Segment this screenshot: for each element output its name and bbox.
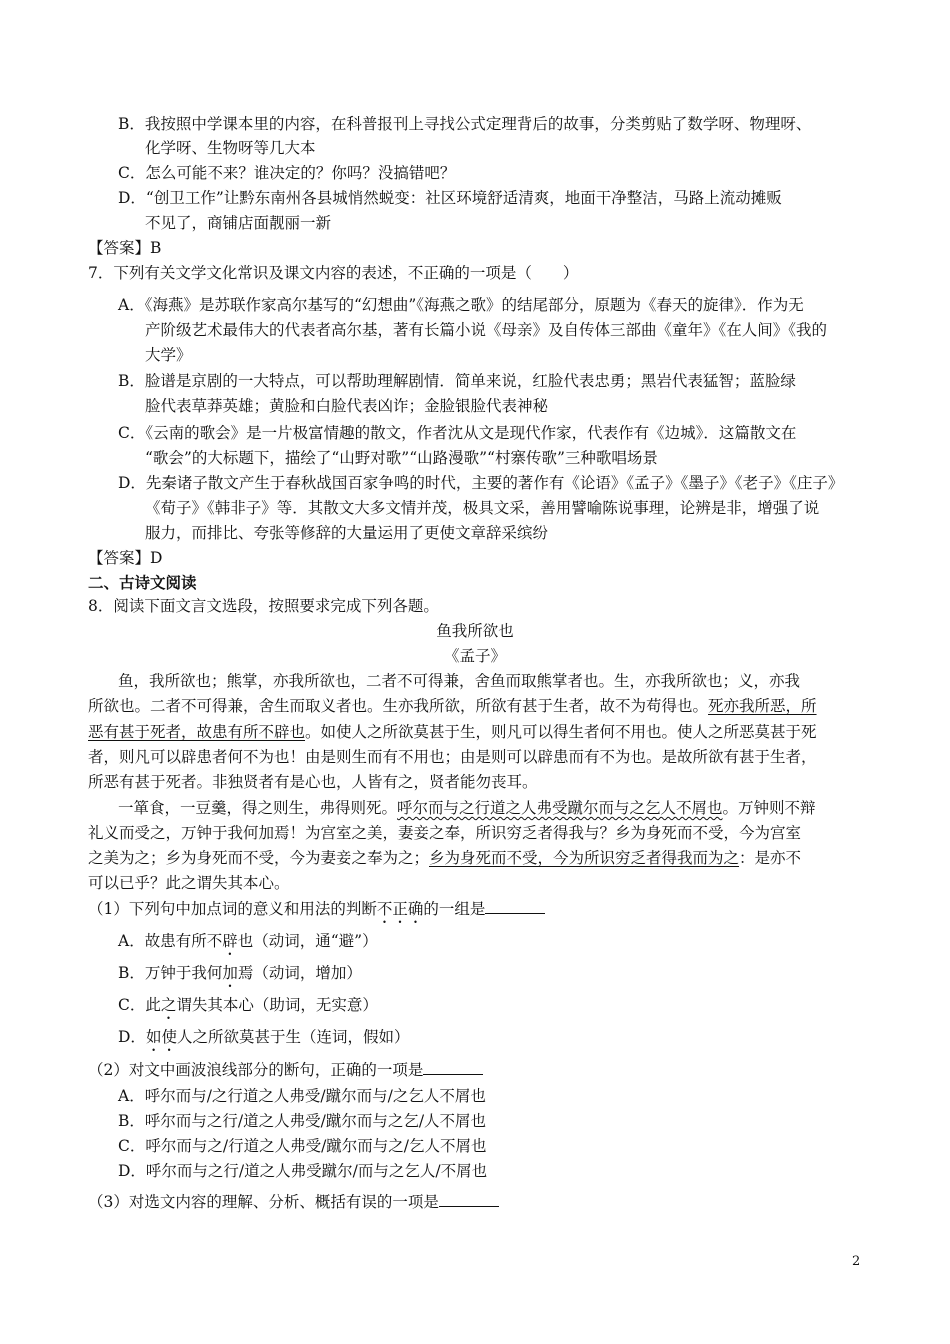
dotted-word: 辟 [222,932,238,950]
q8-stem: 8．阅读下面文言文选段，按照要求完成下列各题。 [88,597,439,615]
option-text: 人之所欲莫甚于生（连词，假如） [176,1028,410,1046]
q7-option-a-line1: A．《海燕》是苏联作家高尔基写的“幻想曲”《海燕之歌》的结尾部分，原题为《春天的旋律》．作为无 [118,296,804,314]
sub2-option-d: D．呼尔而与之行/道之人弗受蹴尔/而与之乞人/不屑也 [118,1162,488,1180]
q7-option-d-line1: D．先秦诸子散文产生于春秋战国百家争鸣的时代，主要的著作有《论语》《孟子》《墨子》《老子》《庄子》 [118,474,844,492]
wavy-underlined-sentence: 呼尔而与之行道之人弗受蹴尔而与之乞人不屑也 [397,799,723,817]
option-text: 也（动词，通“避”） [237,932,378,950]
q6-option-b-line1: B．我按照中学课本里的内容，在科普报刊上寻找公式定理背后的故事，分类剪贴了数学呀、物理呀、 [118,115,812,133]
q7-option-c-line2: “歌会”的大标题下，描绘了“山野对歌”“山路漫歌”“村寨传歌”三种歌唱场景 [145,449,658,467]
passage-text: 之美为之；乡为身死而不受，今为妻妾之奉为之； [88,849,430,867]
passage-p1-line1: 鱼，我所欲也；熊掌，亦我所欲也，二者不可得兼，舍鱼而取熊掌者也。生，亦我所欲也；义，亦我 [118,672,801,690]
option-text: B．万钟于我何 [118,964,223,982]
q7-option-c-line1: C．《云南的歌会》是一片极富情趣的散文，作者沈从文是现代作家，代表作有《边城》．这篇散文在 [118,424,797,442]
sub2-option-c: C．呼尔而与之/行道之人弗受/蹴尔而与之/乞人不屑也 [118,1137,487,1155]
sub1-stem-text: （1）下列句中加点词的意义和用法的判断 [88,900,377,918]
sub1-option-c [118,993,378,1023]
passage-text: 所欲也。二者不可得兼，舍生而取义者也。生亦我所欲，所欲有甚于生者，故不为苟得也。 [88,697,709,715]
underlined-sentence: 恶有甚于死者，故患有所不辟也 [88,723,306,741]
passage-p1-line3 [88,720,817,745]
sub1-stem [88,897,545,927]
underlined-sentence: 死亦我所恶，所 [708,697,817,715]
sub1-stem-text: 的一组是 [423,900,486,918]
q7-option-d-line3: 服力，而排比、夸张等修辞的大量运用了更使文章辞采缤纷 [145,524,549,542]
sub1-option-a [118,929,378,959]
passage-p2-line2: 礼义而受之，万钟于我何加焉！为宫室之美，妻妾之奉，所识穷乏者得我与？乡为身死而不受，今为宫室 [88,824,802,842]
answer-blank[interactable] [485,897,545,914]
q7-option-a-line3: 大学》 [145,346,192,364]
answer-blank[interactable] [423,1058,483,1075]
dotted-word: 加 [222,964,238,982]
sub1-option-b [118,961,362,991]
q6-option-d-line1: D．“创卫工作”让黔东南州各县城悄然蜕变：社区环境舒适清爽，地面干净整洁，马路上流动摊贩 [118,189,782,207]
passage-p1-line5: 所恶有甚于死者。非独贤者有是心也，人皆有之，贤者能勿丧耳。 [88,773,538,791]
dotted-word: 如使 [145,1028,177,1046]
option-text: A．故患有所不 [118,932,223,950]
passage-text: 。如使人之所欲莫甚于生，则凡可以得生者何不用也。使人之所恶莫甚于死 [305,723,817,741]
sub2-option-a: A．呼尔而与/之行道之人弗受/蹴尔而与/之乞人不屑也 [118,1087,486,1105]
sub1-option-d [118,1025,409,1055]
q7-option-b-line1: B．脸谱是京剧的一大特点，可以帮助理解剧情．简单来说，红脸代表忠勇；黑岩代表猛智；蓝脸绿 [118,372,796,390]
q7-answer: 【答案】D [88,549,163,567]
option-text: D． [118,1028,146,1046]
passage-p2-line1 [118,796,816,821]
section-heading: 二、古诗文阅读 [88,573,197,592]
option-text: C．此 [118,996,161,1014]
q7-stem: 7．下列有关文学文化常识及课文内容的表述，不正确的一项是（ ） [88,264,579,282]
q7-option-d-line2: 《荀子》《韩非子》等．其散文大多文情并茂，极具文采，善用譬喻陈说事理，论辨是非，增强了说 [145,499,820,517]
passage-text: ：是亦不 [739,849,802,867]
sub1-emphasis: 不正确 [376,900,424,918]
q7-option-a-line2: 产阶级艺术最伟大的代表者高尔基，著有长篇小说《母亲》及自传体三部曲《童年》《在人间》《我的 [145,321,828,339]
answer-blank[interactable] [439,1190,499,1207]
passage-title: 鱼我所欲也 [436,622,514,640]
passage-p1-line4: 者，则凡可以辟患者何不为也！由是则生而有不用也；由是则可以辟患而有不为也。是故所欲有甚于生者， [88,748,817,766]
dotted-word: 之 [160,996,177,1014]
passage-text: 一箪食，一豆羹，得之则生，弗得则死。 [118,799,398,817]
passage-p1-line2 [88,694,817,719]
option-text: 谓失其本心（助词，无实意） [176,996,378,1014]
underlined-sentence: 乡为身死而不受，今为所识穷乏者得我而为之 [429,849,740,867]
passage-text: 。万钟则不辩 [722,799,816,817]
sub3-stem [88,1190,499,1215]
page-number: 2 [852,1254,861,1269]
option-text: 焉（动词，增加） [237,964,362,982]
q7-option-b-line2: 脸代表草莽英雄；黄脸和白脸代表凶诈；金脸银脸代表神秘 [145,397,549,415]
q6-option-d-line2: 不见了，商铺店面靓丽一新 [145,214,332,232]
passage-p2-line3 [88,846,801,871]
q6-answer: 【答案】B [88,239,162,257]
q6-option-c: C．怎么可能不来？谁决定的？你吗？没搞错吧？ [118,164,456,182]
sub3-stem-text: （3）对选文内容的理解、分析、概括有误的一项是 [88,1193,439,1211]
sub2-stem [88,1058,483,1083]
q6-option-b-line2: 化学呀、生物呀等几大本 [145,139,316,157]
sub2-option-b: B．呼尔而与之行/道之人弗受/蹴尔而与之乞/人不屑也 [118,1112,487,1130]
passage-author: 《孟子》 [443,647,506,665]
sub2-stem-text: （2）对文中画波浪线部分的断句，正确的一项是 [88,1061,424,1079]
passage-p2-line4: 可以已乎？此之谓失其本心。 [88,874,290,892]
